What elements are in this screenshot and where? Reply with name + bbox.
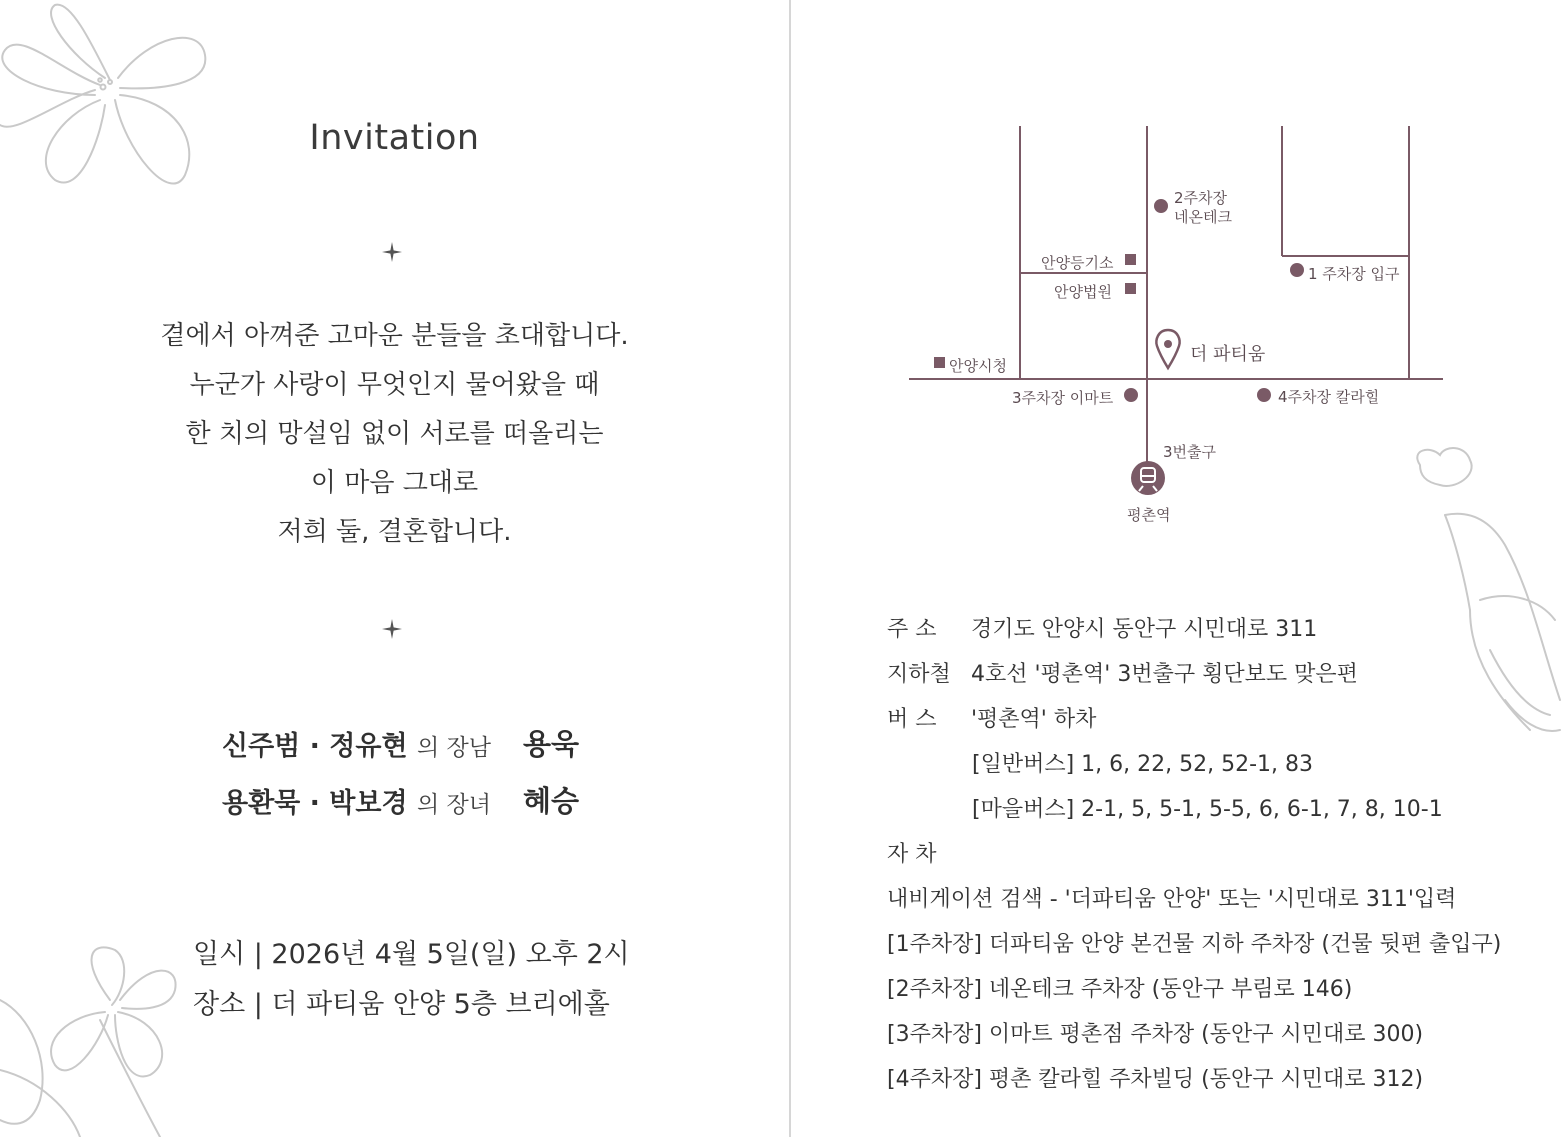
map-label-cityhall: 안양시청 (949, 357, 1007, 375)
parking-line: [2주차장] 네온테크 주차장 (동안구 부림로 146) (887, 977, 1353, 1002)
map-label-registry: 안양등기소 (1041, 254, 1114, 272)
groom-name: 용욱 (523, 727, 580, 761)
location-map (791, 0, 1568, 560)
message-line: 한 치의 망설임 없이 서로를 떠올리는 (185, 419, 604, 449)
invitation-message (0, 312, 789, 557)
place-line: 장소 | 더 파티움 안양 5층 브리에홀 (193, 989, 610, 1020)
map-label-court: 안양법원 (1054, 283, 1112, 301)
train-icon (1131, 461, 1165, 495)
parking3-marker (1124, 388, 1138, 402)
map-label-parking2-sub: 네온테크 (1174, 208, 1232, 226)
groom-relation: 의 장남 (416, 735, 491, 761)
bus-key: 버 스 (887, 707, 937, 732)
parking4-marker (1257, 388, 1271, 402)
subway-key: 지하철 (887, 662, 951, 687)
bride-name: 혜승 (523, 784, 580, 818)
sparkle-icon (382, 242, 402, 262)
map-label-parking2: 2주차장 (1174, 189, 1228, 207)
groom-parents (222, 724, 491, 763)
location-pin-icon (1156, 330, 1179, 368)
parking-line: [1주차장] 더파티움 안양 본건물 지하 주차장 (건물 뒷편 출입구) (887, 932, 1502, 957)
sparkle-icon (382, 619, 402, 639)
car-key: 자 차 (887, 842, 937, 867)
bus-regular: [일반버스] 1, 6, 22, 52, 52-1, 83 (972, 752, 1314, 777)
map-label-parking1: 1 주차장 입구 (1308, 265, 1400, 283)
bus-row (887, 702, 1096, 733)
address-key: 주 소 (887, 617, 937, 642)
address-row (887, 612, 1317, 643)
court-marker (1125, 283, 1136, 294)
subway-value: 4호선 '평촌역' 3번출구 횡단보도 맞은편 (971, 662, 1358, 687)
bride-parents-names: 용환묵 · 박보경 (222, 788, 408, 819)
cityhall-marker (934, 357, 945, 368)
directions-page (791, 0, 1568, 1137)
map-label-exit3: 3번출구 (1163, 443, 1217, 461)
bride-relation: 의 장녀 (416, 792, 491, 818)
parking2-marker (1154, 199, 1168, 213)
map-label-parking3: 3주차장 이마트 (1012, 389, 1114, 407)
message-line: 저희 둘, 결혼합니다. (277, 517, 512, 547)
map-label-station: 평촌역 (1127, 506, 1171, 524)
address-value: 경기도 안양시 동안구 시민대로 311 (971, 617, 1318, 642)
invitation-title: Invitation (309, 118, 480, 158)
groom-parents-names: 신주범 · 정유현 (222, 731, 408, 762)
bus-value: '평촌역' 하차 (971, 707, 1097, 732)
message-line: 누군가 사랑이 무엇인지 물어왔을 때 (189, 370, 600, 400)
message-line: 곁에서 아껴준 고마운 분들을 초대합니다. (160, 321, 629, 351)
parking1-marker (1290, 263, 1304, 277)
subway-row (887, 657, 1358, 688)
bus-village: [마을버스] 2-1, 5, 5-1, 5-5, 6, 6-1, 7, 8, 10-1 (972, 797, 1443, 822)
date-line: 일시 | 2026년 4월 5일(일) 오후 2시 (193, 939, 630, 970)
parking-line: [4주차장] 평촌 칼라힐 주차빌딩 (동안구 시민대로 312) (887, 1067, 1424, 1092)
message-line: 이 마음 그대로 (310, 468, 479, 498)
map-label-venue: 더 파티움 (1190, 344, 1266, 365)
bride-parents (222, 781, 491, 820)
navigation-line: 내비게이션 검색 - '더파티움 안양' 또는 '시민대로 311'입력 (887, 887, 1457, 912)
registry-marker (1125, 254, 1136, 265)
map-label-parking4: 4주차장 칼라힐 (1278, 388, 1380, 406)
parking-line: [3주차장] 이마트 평촌점 주차장 (동안구 시민대로 300) (887, 1022, 1424, 1047)
